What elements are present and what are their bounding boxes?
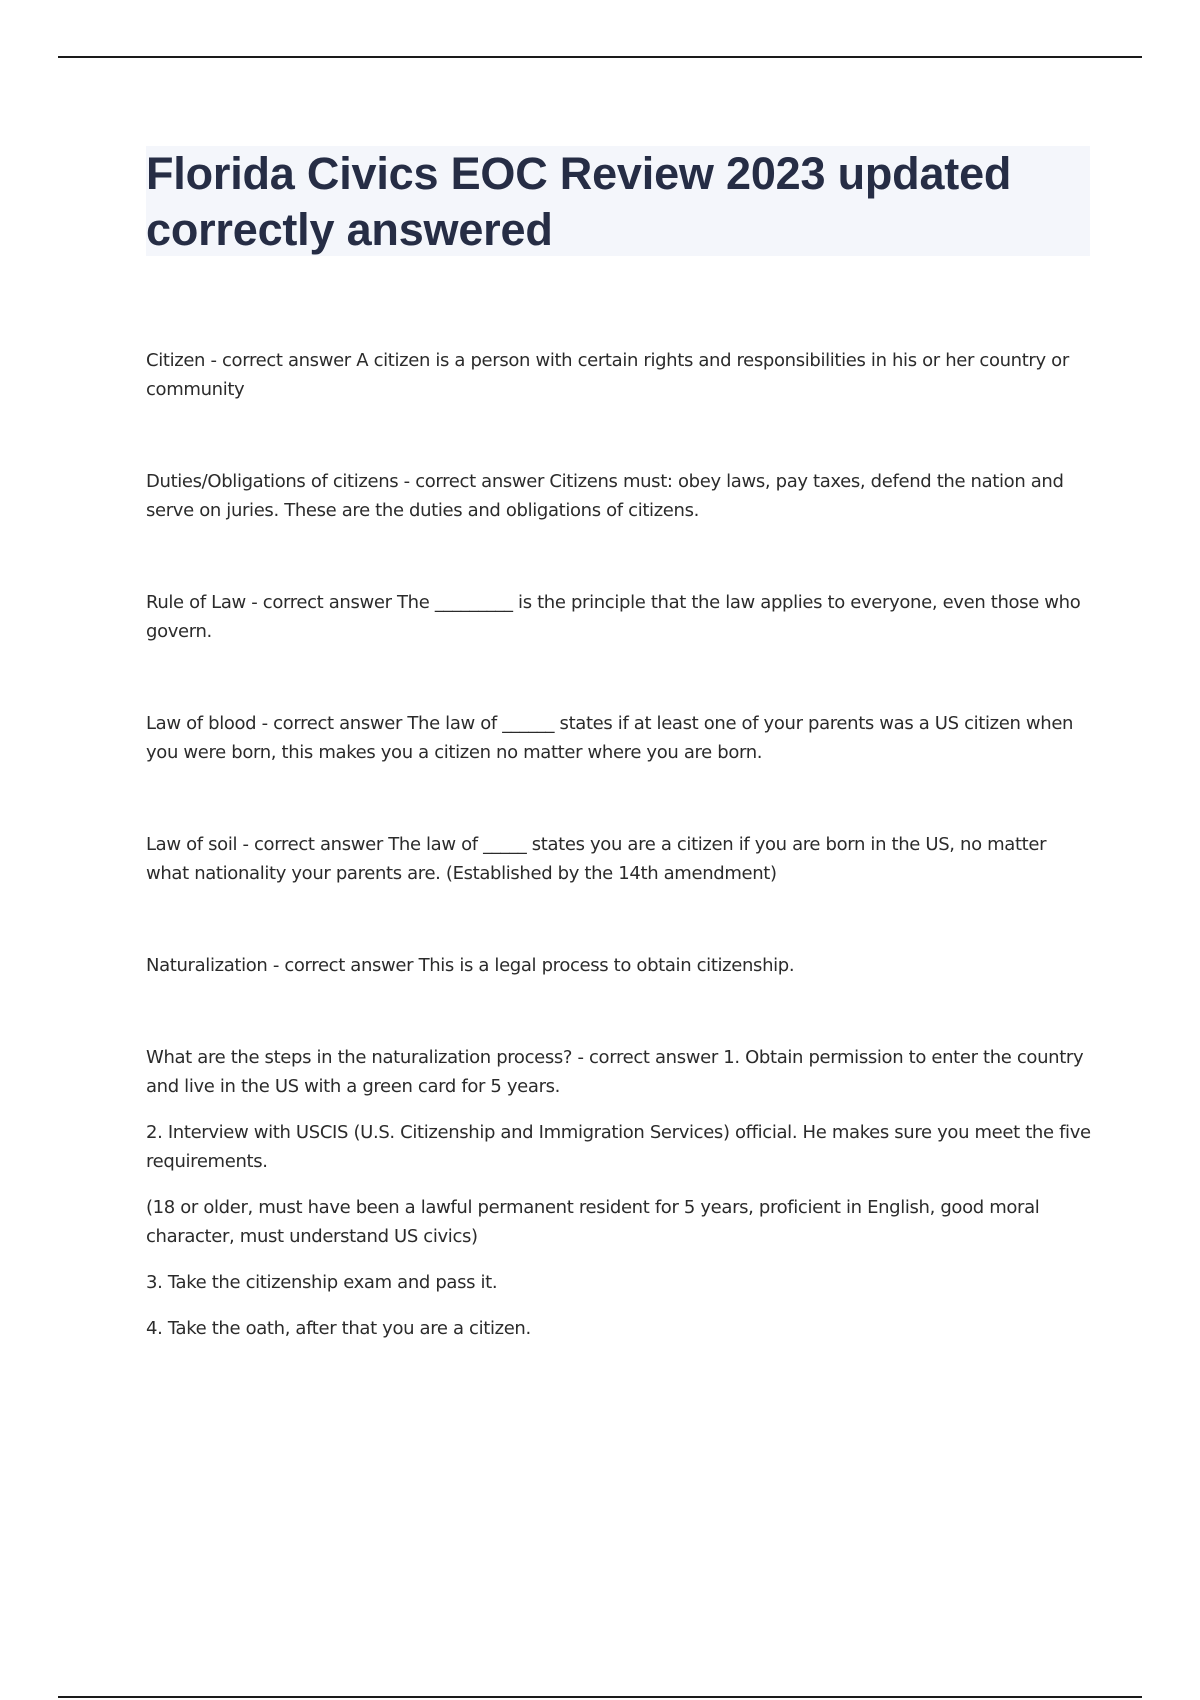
title-banner bbox=[146, 146, 1090, 256]
step-2-requirements: (18 or older, must have been a lawful permanent resident for 5 years, proficient in English, good moral character, must understand US civics) bbox=[146, 1197, 1040, 1247]
header-rule bbox=[58, 56, 1142, 58]
entry-citizen: Citizen - correct answer A citizen is a person with certain rights and responsibilities in his or her country or community bbox=[146, 350, 1069, 400]
entry-law-of-blood: Law of blood - correct answer The law of ______ states if at least one of your parents was a US citizen when you were born, this makes you a citizen no matter where you are born. bbox=[146, 713, 1074, 763]
entry-rule-of-law: Rule of Law - correct answer The _________ is the principle that the law applies to everyone, even those who govern. bbox=[146, 592, 1081, 642]
step-2: 2. Interview with USCIS (U.S. Citizenship and Immigration Services) official. He makes sure you meet the five requirements. bbox=[146, 1122, 1091, 1172]
document-title: Florida Civics EOC Review 2023 updated correctly answered bbox=[146, 148, 1012, 255]
entry-naturalization: Naturalization - correct answer This is a legal process to obtain citizenship. bbox=[146, 955, 795, 976]
step-3: 3. Take the citizenship exam and pass it. bbox=[146, 1272, 498, 1293]
footer-rule bbox=[58, 1696, 1142, 1698]
entry-duties-obligations: Duties/Obligations of citizens - correct answer Citizens must: obey laws, pay taxes, defend the nation and serve on juries. These are the duties and obligations of citizens. bbox=[146, 471, 1064, 521]
step-4: 4. Take the oath, after that you are a citizen. bbox=[146, 1318, 531, 1339]
entry-law-of-soil: Law of soil - correct answer The law of _____ states you are a citizen if you are born in the US, no matter what nationality your parents are. (Established by the 14th amendment) bbox=[146, 834, 1047, 884]
document-body bbox=[146, 346, 1091, 1343]
steps-question: What are the steps in the naturalization process? - correct answer 1. Obtain permission to enter the country and live in the US with a green card for 5 years. bbox=[146, 1047, 1084, 1097]
entry-naturalization-steps bbox=[146, 1043, 1091, 1343]
